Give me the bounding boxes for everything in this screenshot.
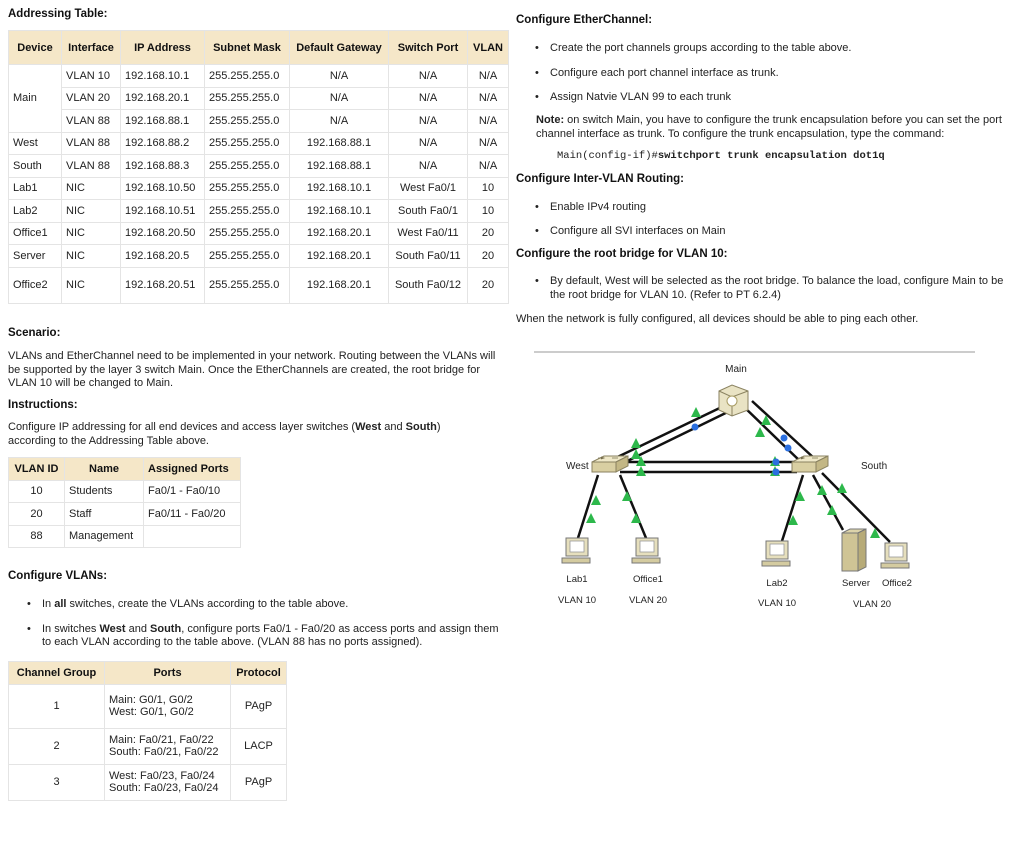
cell-vlan: N/A — [468, 65, 509, 88]
addressing-row — [9, 87, 509, 110]
intervlan-list — [535, 201, 1000, 238]
cv-b1-a: In — [42, 598, 55, 610]
addressing-row — [9, 65, 509, 88]
cell-switch-port: N/A — [389, 65, 468, 88]
vlan-row — [9, 503, 241, 526]
cell-mask: 255.255.255.0 — [205, 65, 290, 88]
cell-vlan: 10 — [468, 177, 509, 200]
configure-vlans-bullet-1: • In all switches, create the VLANs according to the table above. — [27, 598, 349, 610]
channel-ports-b: South: Fa0/21, Fa0/22 — [109, 746, 219, 758]
link-south-lab2 — [782, 475, 803, 541]
cell-switch-port: South Fa0/12 — [389, 267, 468, 303]
cell-gateway: N/A — [290, 110, 389, 133]
cell-switch-port: N/A — [389, 110, 468, 133]
col-interface: Interface — [62, 31, 121, 65]
cell-vlan-name: Staff — [65, 503, 144, 526]
col-mask: Subnet Mask — [205, 31, 290, 65]
cell-device: Office1 — [9, 222, 62, 245]
cell-gateway: N/A — [290, 65, 389, 88]
cell-vlan-id: 10 — [9, 480, 65, 503]
channel-ports-b: South: Fa0/23, Fa0/24 — [109, 782, 219, 794]
etherchannel-bullet: • Create the port channels groups according to the table above. — [535, 42, 852, 54]
cell-vlan-name: Students — [65, 480, 144, 503]
intervlan-bullet: • Configure all SVI interfaces on Main — [535, 224, 726, 237]
up-arrow — [631, 438, 641, 448]
final-text: When the network is fully configured, all devices should be able to ping each other. — [516, 313, 919, 325]
addressing-row — [9, 177, 509, 200]
cell-switch-port: N/A — [389, 87, 468, 110]
cell-vlan-id: 88 — [9, 525, 65, 548]
cell-gateway: 192.168.88.1 — [290, 155, 389, 178]
col-assigned-ports: Assigned Ports — [144, 458, 241, 481]
cell-vlan: 10 — [468, 200, 509, 223]
vlan-header-row — [9, 458, 241, 481]
etherchannel-bullet-text: Assign Natvie VLAN 99 to each trunk — [550, 91, 731, 103]
host-label-lab1: Lab1 — [566, 574, 588, 585]
cell-mask: 255.255.255.0 — [205, 132, 290, 155]
channel-group-cell: 3 — [9, 764, 105, 800]
instructions-title: Instructions: — [8, 399, 78, 411]
note-text: on switch Main, you have to configure the trunk encapsulation before you can set the port channel interface as trunk. To configure the trunk encapsulation, type the command: — [536, 114, 1002, 140]
cell-mask: 255.255.255.0 — [205, 155, 290, 178]
cell-interface: VLAN 88 — [62, 132, 121, 155]
host-label-server: Server — [842, 578, 870, 589]
up-arrow — [755, 427, 765, 437]
cell-ip: 192.168.20.50 — [121, 222, 205, 245]
blue-dot — [781, 435, 788, 442]
cell-gateway: 192.168.20.1 — [290, 245, 389, 268]
configure-vlans-title: Configure VLANs: — [8, 570, 108, 582]
cell-gateway: 192.168.10.1 — [290, 177, 389, 200]
cell-mask: 255.255.255.0 — [205, 110, 290, 133]
addressing-row — [9, 200, 509, 223]
server-icon — [842, 529, 866, 571]
cell-vlan: N/A — [468, 110, 509, 133]
cell-device: South — [9, 155, 62, 178]
cell-switch-port: West Fa0/1 — [389, 177, 468, 200]
col-vlan-name: Name — [65, 458, 144, 481]
up-arrow — [622, 491, 632, 501]
cell-switch-port: West Fa0/11 — [389, 222, 468, 245]
cell-vlan: 20 — [468, 267, 509, 303]
cell-ip: 192.168.10.50 — [121, 177, 205, 200]
cell-switch-port: South Fa0/1 — [389, 200, 468, 223]
cv-b2-c: , configure ports Fa0/1 - Fa0/20 as access ports and assign them to each VLAN according to the table above. (VLAN 88 has no ports assigned). — [42, 622, 499, 648]
up-arrow — [691, 407, 701, 417]
cell-ip: 192.168.88.2 — [121, 132, 205, 155]
addressing-header-row — [9, 31, 509, 65]
channel-group-cell: 1 — [9, 684, 105, 728]
cell-vlan: 20 — [468, 222, 509, 245]
etherchannel-bullet-text: Create the port channels groups according to the table above. — [550, 42, 852, 54]
intervlan-title: Configure Inter-VLAN Routing: — [516, 173, 685, 185]
instructions-text-c: ) according to the Addressing Table above. — [8, 421, 441, 447]
cell-mask: 255.255.255.0 — [205, 200, 290, 223]
cell-interface: NIC — [62, 200, 121, 223]
up-arrow — [827, 505, 837, 515]
channel-header-row — [9, 662, 287, 685]
channel-group-table — [8, 661, 287, 801]
cell-device: Lab2 — [9, 200, 62, 223]
col-device: Device — [9, 31, 62, 65]
instructions-text-a: Configure IP addressing for all end devices and access layer switches ( — [8, 421, 356, 433]
cell-interface: NIC — [62, 177, 121, 200]
addressing-row — [9, 110, 509, 133]
cell-mask: 255.255.255.0 — [205, 245, 290, 268]
cell-gateway: 192.168.20.1 — [290, 222, 389, 245]
link-west-office1 — [620, 475, 646, 538]
vlan-row — [9, 480, 241, 503]
intervlan-bullet-text: Configure all SVI interfaces on Main — [550, 224, 726, 237]
cv-b2-bold2: South — [150, 622, 182, 635]
cell-vlan: 20 — [468, 245, 509, 268]
cell-device: West — [9, 132, 62, 155]
vlan-label-office1: VLAN 20 — [628, 595, 668, 606]
col-switch-port: Switch Port — [389, 31, 468, 65]
addressing-row — [9, 245, 509, 268]
etherchannel-bullet: • Assign Natvie VLAN 99 to each trunk — [535, 91, 731, 103]
cv-b2-b: and — [125, 622, 151, 635]
instructions-text — [8, 421, 488, 448]
cell-interface: VLAN 88 — [62, 110, 121, 133]
cell-gateway: 192.168.20.1 — [290, 267, 389, 303]
col-ports: Ports — [105, 662, 231, 685]
host-label-lab2: Lab2 — [766, 578, 788, 589]
cell-device: Office2 — [9, 267, 62, 303]
cell-ip: 192.168.20.1 — [121, 87, 205, 110]
addressing-row — [9, 155, 509, 178]
vlan-table — [8, 457, 241, 548]
addressing-table-title: Addressing Table: — [8, 8, 108, 20]
cell-device: Server — [9, 245, 62, 268]
channel-ports-cell — [105, 728, 231, 764]
cv-b1-b: switches, create the VLANs according to the table above. — [66, 598, 349, 610]
network-topology-diagram — [520, 345, 1000, 615]
cell-interface: VLAN 88 — [62, 155, 121, 178]
cell-switch-port: N/A — [389, 155, 468, 178]
cell-ip: 192.168.88.3 — [121, 155, 205, 178]
col-protocol: Protocol — [231, 662, 287, 685]
rootbridge-list — [535, 275, 1012, 302]
cell-mask: 255.255.255.0 — [205, 222, 290, 245]
channel-row — [9, 728, 287, 764]
etherchannel-list — [535, 42, 1010, 105]
blue-dot — [773, 459, 780, 466]
addressing-row — [9, 267, 509, 303]
cell-ip: 192.168.20.51 — [121, 267, 205, 303]
cell-ip: 192.168.10.1 — [121, 65, 205, 88]
main-switch-icon — [719, 385, 748, 416]
blue-dot — [773, 469, 780, 476]
link-west-lab1 — [578, 475, 598, 538]
link-main-west-a — [605, 405, 726, 463]
blocking-markers — [692, 424, 792, 476]
vlan-label-server: VLAN 20 — [852, 599, 892, 610]
cell-switch-port: N/A — [389, 132, 468, 155]
cell-interface: NIC — [62, 267, 121, 303]
channel-protocol-cell: LACP — [231, 728, 287, 764]
cell-interface: NIC — [62, 245, 121, 268]
west-label: West — [566, 461, 589, 472]
main-label: Main — [725, 364, 747, 375]
addressing-table — [8, 30, 509, 304]
configure-vlans-list — [27, 598, 504, 650]
cv-b2-a: In switches — [42, 622, 100, 635]
note-label: Note: — [536, 114, 565, 126]
channel-ports-cell — [105, 684, 231, 728]
cell-ip: 192.168.10.51 — [121, 200, 205, 223]
cell-ip: 192.168.20.5 — [121, 245, 205, 268]
cell-mask: 255.255.255.0 — [205, 177, 290, 200]
addressing-row — [9, 132, 509, 155]
cell-assigned-ports: Fa0/11 - Fa0/20 — [144, 503, 241, 526]
host-label-office2: Office2 — [882, 578, 912, 589]
south-label: South — [861, 461, 888, 472]
cell-gateway: N/A — [290, 87, 389, 110]
cell-vlan: N/A — [468, 132, 509, 155]
trunk-command — [557, 150, 885, 162]
cv-b1-bold: all — [54, 598, 67, 610]
cell-gateway: 192.168.10.1 — [290, 200, 389, 223]
instructions-bold-south: South — [405, 421, 437, 433]
cv-b2-bold1: West — [99, 622, 126, 635]
channel-ports-a: West: Fa0/23, Fa0/24 — [109, 770, 215, 782]
configure-vlans-bullet-2: • In switches West and South, configure ports Fa0/1 - Fa0/20 as access ports and assign them to each VLAN according to the table above. (VLAN 88 has no ports assigned). — [27, 622, 499, 648]
cell-assigned-ports: Fa0/1 - Fa0/10 — [144, 480, 241, 503]
scenario-title: Scenario: — [8, 327, 61, 339]
intervlan-bullet: • Enable IPv4 routing — [535, 201, 647, 213]
pc-icon-lab1 — [562, 538, 590, 563]
etherchannel-title: Configure EtherChannel: — [516, 14, 653, 26]
channel-ports-b: West: G0/1, G0/2 — [109, 706, 194, 718]
cell-device: Main — [9, 65, 62, 133]
channel-ports-cell — [105, 764, 231, 800]
cell-vlan-name: Management — [65, 525, 144, 548]
cell-vlan: N/A — [468, 87, 509, 110]
channel-ports-a: Main: G0/1, G0/2 — [109, 694, 193, 706]
instructions-bold-west: West — [355, 421, 382, 433]
channel-protocol-cell: PAgP — [231, 684, 287, 728]
rootbridge-title: Configure the root bridge for VLAN 10: — [516, 248, 728, 260]
cell-vlan: N/A — [468, 155, 509, 178]
etherchannel-bullet-text: Configure each port channel interface as trunk. — [550, 66, 779, 79]
pc-icon-lab2 — [762, 541, 790, 566]
channel-group-cell: 2 — [9, 728, 105, 764]
rootbridge-bullet-text: By default, West will be selected as the root bridge. To balance the load, configure Main to be the root bridge for VLAN 10. (Refer to PT 6.2.4) — [550, 275, 1004, 301]
west-switch-icon — [592, 456, 628, 472]
scenario-text: VLANs and EtherChannel need to be implemented in your network. Routing between the VLANs will be supported by the layer 3 switch Main. Once the EtherChannels are created, the root bridge for VLAN 10 will be changed to Main. — [8, 350, 496, 389]
cell-device: Lab1 — [9, 177, 62, 200]
blue-dot — [785, 445, 792, 452]
vlan-label-lab1: VLAN 10 — [557, 595, 597, 606]
cell-interface: VLAN 10 — [62, 65, 121, 88]
col-ip: IP Address — [121, 31, 205, 65]
channel-row — [9, 684, 287, 728]
link-south-server — [813, 475, 843, 530]
cell-vlan-id: 20 — [9, 503, 65, 526]
command-prefix: Main(config-if)# — [557, 150, 658, 162]
col-vlan: VLAN — [468, 31, 509, 65]
cell-assigned-ports — [144, 525, 241, 548]
channel-ports-a: Main: Fa0/21, Fa0/22 — [109, 734, 214, 746]
link-main-south-a — [742, 405, 802, 463]
command-text: switchport trunk encapsulation dot1q — [657, 150, 885, 162]
links-group — [578, 401, 890, 542]
up-arrow — [591, 495, 601, 505]
instructions-text-b: and — [381, 421, 406, 433]
rootbridge-bullet: • By default, West will be selected as the root bridge. To balance the load, configure Main to be the root bridge for VLAN 10. (Refer to PT 6.2.4) — [535, 275, 1004, 301]
etherchannel-note — [536, 114, 1012, 141]
col-vlan-id: VLAN ID — [9, 458, 65, 481]
cell-switch-port: South Fa0/11 — [389, 245, 468, 268]
channel-protocol-cell: PAgP — [231, 764, 287, 800]
vlan-row — [9, 525, 241, 548]
host-label-office1: Office1 — [633, 574, 663, 585]
channel-row — [9, 764, 287, 800]
cell-mask: 255.255.255.0 — [205, 267, 290, 303]
vlan-label-lab2: VLAN 10 — [757, 598, 797, 609]
up-arrow — [586, 513, 596, 523]
addressing-row — [9, 222, 509, 245]
col-channel-group: Channel Group — [9, 662, 105, 685]
cell-interface: NIC — [62, 222, 121, 245]
cell-interface: VLAN 20 — [62, 87, 121, 110]
cell-gateway: 192.168.88.1 — [290, 132, 389, 155]
pc-icon-office1 — [632, 538, 660, 563]
col-gateway: Default Gateway — [290, 31, 389, 65]
cell-ip: 192.168.88.1 — [121, 110, 205, 133]
pc-icon-office2 — [881, 543, 909, 568]
etherchannel-bullet: • Configure each port channel interface as trunk. — [535, 66, 779, 79]
cell-mask: 255.255.255.0 — [205, 87, 290, 110]
blue-dot — [692, 424, 699, 431]
up-arrow — [631, 513, 641, 523]
intervlan-bullet-text: Enable IPv4 routing — [550, 201, 647, 213]
